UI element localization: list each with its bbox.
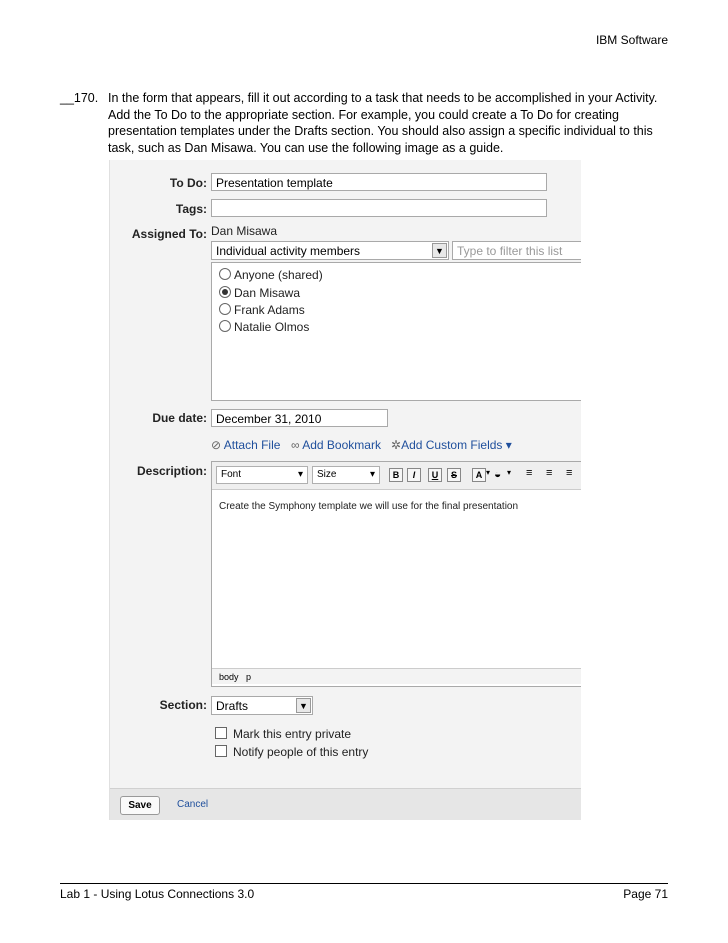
bold-icon[interactable]: B bbox=[389, 468, 403, 482]
add-custom-fields-link[interactable]: ✲Add Custom Fields ▾ bbox=[391, 438, 512, 452]
description-label: Description: bbox=[136, 464, 207, 478]
footer-title: Lab 1 - Using Lotus Connections 3.0 bbox=[60, 887, 255, 901]
chevron-down-icon: ▾ bbox=[502, 438, 512, 452]
step-number: __170. bbox=[60, 91, 99, 105]
member-option-anyone[interactable]: Anyone (shared) bbox=[219, 268, 323, 282]
section-select[interactable] bbox=[211, 696, 313, 715]
description-text: Create the Symphony template we will use for the final presentation bbox=[219, 501, 519, 512]
radio-selected-icon bbox=[219, 286, 231, 298]
page-number: Page 71 bbox=[623, 887, 668, 901]
gear-icon: ✲ bbox=[391, 438, 402, 452]
footer-divider bbox=[60, 883, 668, 884]
radio-icon bbox=[219, 320, 231, 332]
due-date-input[interactable]: December 31, 2010 bbox=[211, 409, 388, 427]
add-bookmark-link[interactable]: ∞ Add Bookmark bbox=[291, 438, 381, 452]
editor-status-path: body p bbox=[212, 668, 581, 684]
attach-file-link[interactable]: ⊘ Attach File bbox=[211, 438, 281, 452]
checkbox-icon bbox=[215, 727, 227, 739]
strikethrough-icon[interactable]: S bbox=[447, 468, 461, 482]
tags-input[interactable] bbox=[211, 199, 547, 217]
header-company: IBM Software bbox=[595, 33, 668, 47]
section-label: Section: bbox=[159, 698, 207, 712]
radio-icon bbox=[219, 268, 231, 280]
section-value: Drafts bbox=[216, 699, 249, 713]
radio-icon bbox=[219, 303, 231, 315]
save-button[interactable]: Save bbox=[120, 796, 160, 815]
bookmark-icon: ∞ bbox=[291, 438, 303, 452]
member-option-natalie[interactable]: Natalie Olmos bbox=[219, 320, 309, 334]
assigned-value: Dan Misawa bbox=[211, 224, 278, 238]
paperclip-icon: ⊘ bbox=[211, 438, 224, 452]
align-left-icon[interactable]: ≡ bbox=[526, 467, 533, 479]
form-screenshot bbox=[109, 160, 581, 820]
italic-icon[interactable]: I bbox=[407, 468, 421, 482]
chevron-down-icon: ▾ bbox=[507, 468, 512, 477]
tags-label: Tags: bbox=[175, 202, 207, 216]
checkbox-icon bbox=[215, 745, 227, 757]
chevron-down-icon: ▾ bbox=[486, 468, 491, 477]
chevron-down-icon: ▾ bbox=[369, 469, 375, 480]
step-text: In the form that appears, fill it out according to a task that needs to be accomplished in your Activity. Add the To Do to the appropriate section. For example, you could create a To Do for creating presentation templates under the Drafts section. You should also assign a specific individual to this task, such as Dan Misawa. You can use the following image as a guide. bbox=[108, 91, 658, 155]
underline-icon[interactable]: U bbox=[428, 468, 442, 482]
font-select[interactable]: Font ▾ bbox=[216, 466, 308, 484]
chevron-down-icon: ▼ bbox=[432, 243, 447, 258]
chevron-down-icon: ▼ bbox=[296, 698, 311, 713]
highlight-color-icon[interactable]: ◒ bbox=[494, 467, 502, 481]
align-center-icon[interactable]: ≡ bbox=[546, 467, 553, 479]
filter-input[interactable]: Type to filter this list bbox=[452, 241, 581, 260]
private-checkbox[interactable]: Mark this entry private bbox=[215, 727, 351, 741]
todo-label: To Do: bbox=[169, 176, 207, 190]
member-option-frank[interactable]: Frank Adams bbox=[219, 303, 305, 317]
chevron-down-icon: ▾ bbox=[297, 469, 303, 480]
member-type-value: Individual activity members bbox=[216, 244, 361, 258]
align-right-icon[interactable]: ≡ bbox=[566, 467, 573, 479]
size-select[interactable]: Size ▾ bbox=[312, 466, 380, 484]
member-type-select[interactable] bbox=[211, 241, 449, 260]
text-color-icon[interactable]: A bbox=[472, 468, 486, 482]
cancel-link[interactable]: Cancel bbox=[177, 799, 209, 810]
todo-input[interactable]: Presentation template bbox=[211, 173, 547, 191]
assigned-label: Assigned To: bbox=[131, 227, 207, 241]
notify-checkbox[interactable]: Notify people of this entry bbox=[215, 745, 368, 759]
due-date-label: Due date: bbox=[152, 411, 207, 425]
member-option-dan[interactable]: Dan Misawa bbox=[219, 286, 300, 300]
description-editor[interactable] bbox=[211, 461, 581, 687]
